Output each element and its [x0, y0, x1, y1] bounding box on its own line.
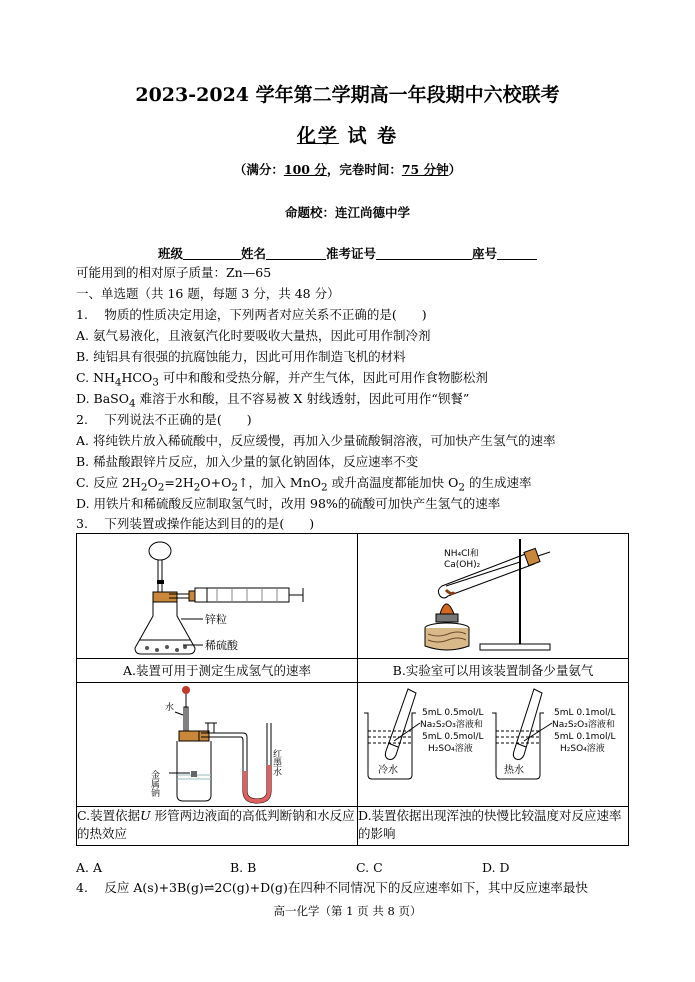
- seat-blank[interactable]: [497, 246, 537, 260]
- seat-label: 座号: [472, 246, 498, 261]
- red-ink-label: 红墨水: [271, 749, 281, 776]
- cold-water-label: 冷水: [378, 765, 398, 776]
- section-heading: 一、单选题（共 16 题，每题 3 分，共 48 分）: [76, 286, 340, 301]
- score-prefix: （满分：: [233, 162, 284, 177]
- q3-figure-a-cell: [77, 534, 358, 659]
- q3-figure-b-cell: [358, 534, 629, 659]
- exam-no-label: 准考证号: [326, 246, 377, 261]
- setter-school: 命题校：连江尚德中学: [284, 205, 410, 220]
- temperature-rate-figure: [358, 683, 628, 806]
- score-value: 100 分: [283, 162, 327, 177]
- right-tube-label-1: 5mL 0.1mol/L: [554, 708, 616, 718]
- q1-option-a: A. 氨气易液化，且液氨汽化时要吸收大量热，因此可用作制冷剂: [76, 328, 431, 343]
- water-label: 水: [165, 703, 175, 713]
- name-label: 姓名: [240, 246, 266, 261]
- q3-caption-b: B.实验室可以用该装置制备少量氨气: [358, 659, 629, 683]
- left-tube-label-2: Na₂S₂O₃溶液和: [420, 720, 483, 730]
- q2-stem: 2. 下列说法不正确的是( ): [76, 412, 252, 427]
- subject-rest: 试 卷: [338, 125, 399, 147]
- right-tube-label-2: Na₂S₂O₃溶液和: [552, 720, 615, 730]
- name-blank[interactable]: [266, 246, 326, 260]
- left-tube-label-1: 5mL 0.5mol/L: [422, 708, 484, 718]
- acid-label: 稀硫酸: [205, 639, 238, 652]
- q1-option-d: D. BaSO$_4$ 难溶于水和酸，且不容易被 X 射线透射，因此可用作“钡餐”: [76, 391, 470, 410]
- q3-caption-d: D.装置依据出现浑浊的快慢比较温度对反应速率的影响: [358, 807, 629, 846]
- q3-apparatus-table: [76, 533, 629, 846]
- ammonia-prep-figure: [358, 534, 628, 658]
- sodium-water-figure: [77, 683, 357, 806]
- class-label: 班级: [157, 246, 183, 261]
- q4-stem: 4. 反应 A(s)+3B(g)⇌2C(g)+D(g)在四种不同情况下的反应速率如下，其中反应速率最快: [76, 880, 588, 895]
- reagent-label-1: NH₄Cl和: [444, 549, 479, 559]
- reagent-label-2: Ca(OH)₂: [444, 560, 481, 570]
- q1-stem: 1. 物质的性质决定用途，下列两者对应关系不正确的是( ): [76, 307, 427, 322]
- hot-water-label: 热水: [504, 765, 524, 776]
- exam-title: 2023-2024 学年第二学期高一年段期中六校联考: [135, 84, 560, 106]
- q3-stem: 3. 下列装置或操作能达到目的的是( ): [76, 516, 315, 531]
- q3-caption-a: A.装置可用于测定生成氢气的速率: [77, 659, 358, 683]
- q3-option-d: D. D: [482, 860, 510, 875]
- sodium-label: 金属钠: [149, 770, 159, 797]
- q1-option-c: C. $NH_4HCO_3$ 可中和酸和受热分解，并产生气体，因此可用作食物膨松剂: [76, 370, 488, 389]
- zinc-label: 锌粒: [205, 613, 227, 626]
- q2-option-d: D. 用铁片和稀硫酸反应制取氢气时，改用 98%的硫酸可加快产生氢气的速率: [76, 496, 501, 511]
- q3-figure-c-cell: [77, 683, 358, 807]
- class-blank[interactable]: [183, 246, 241, 260]
- q3-option-a: A. A: [76, 860, 103, 875]
- score-line: [0, 160, 695, 178]
- q1-option-b: B. 纯铝具有很强的抗腐蚀能力，因此可用作制造飞机的材料: [76, 349, 406, 364]
- atomic-mass: 可能用到的相对原子质量：Zn—65: [76, 265, 272, 280]
- q3-option-b: B. B: [230, 860, 257, 875]
- q2-option-c: C. 反应 $2H_2O_2=2H_2O+O_2↑$，加入 MnO$_2$ 或升高温度都能加快 $O_2$ 的生成速率: [76, 475, 532, 494]
- q2-option-b: B. 稀盐酸跟锌片反应，加入少量的氯化钠固体，反应速率不变: [76, 454, 419, 469]
- score-suffix: ）: [448, 162, 462, 177]
- q3-caption-c: C.装置依据U 形管两边液面的高低判断钠和水反应的热效应: [77, 807, 358, 846]
- right-tube-label-4: H₂SO₄溶液: [560, 744, 605, 754]
- exam-no-blank[interactable]: [376, 246, 472, 260]
- page-footer: 高一化学（第 1 页 共 8 页）: [273, 904, 422, 918]
- time-value: 75 分钟: [401, 162, 449, 177]
- q2-option-a: A. 将纯铁片放入稀硫酸中，反应缓慢，再加入少量硫酸铜溶液，可加快产生氢气的速率: [76, 433, 556, 448]
- flask-syringe-figure: [77, 534, 357, 658]
- subject-title: [0, 121, 695, 148]
- right-tube-label-3: 5mL 0.1mol/L: [554, 732, 616, 742]
- q3-figure-d-cell: [358, 683, 629, 807]
- score-mid: ，完卷时间：: [326, 162, 402, 177]
- student-info-line: [0, 244, 695, 262]
- left-tube-label-3: 5mL 0.5mol/L: [422, 732, 484, 742]
- q3-option-c: C. C: [356, 860, 383, 875]
- left-tube-label-4: H₂SO₄溶液: [428, 744, 473, 754]
- subject-name: 化学: [296, 125, 339, 147]
